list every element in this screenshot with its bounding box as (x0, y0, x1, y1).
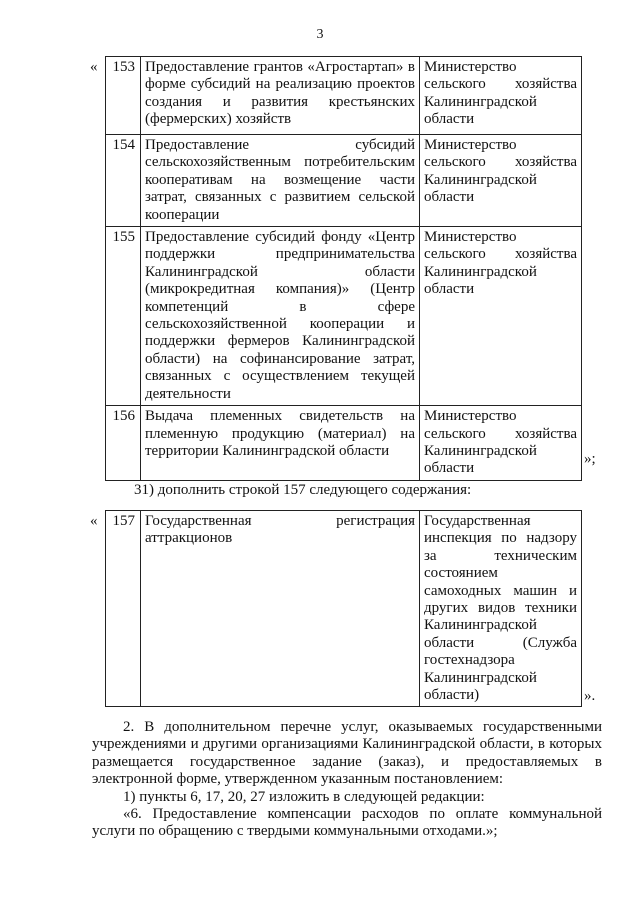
service-name: Предоставление грантов «Агростартап» в форме субсидий на реализацию проектов создания и развития крестьянских (фермерских) хозяйств (141, 57, 420, 135)
table1-open-quote: « (90, 59, 98, 75)
service-name: Государственная регистрация аттракционов (141, 511, 420, 707)
item-1-paragraph: 1) пункты 6, 17, 20, 27 изложить в следующей редакции: (123, 789, 485, 805)
table-row (106, 227, 582, 406)
service-name: Предоставление субсидий сельскохозяйственным потребительским кооперативам на возмещение части затрат, связанных с развитием сельской кооперации (141, 135, 420, 227)
table-row (106, 406, 582, 481)
service-name: Предоставление субсидий фонду «Центр поддержки предпринимательства Калининградской области (микрокредитная компания)» (Центр компетенций в сфере сельскохозяйственной кооперации и поддержки фермеров Калининградской области) на софинансирование затрат, связанных с осуществлением текущей деятельности (141, 227, 420, 406)
services-table-2 (105, 510, 582, 707)
responsible-body: Государственная инспекция по надзору за техническим состоянием самоходных машин и других видов техники Калининградской области (Служба гостехнадзора Калининградской области) (420, 511, 582, 707)
row-number: 157 (106, 511, 141, 707)
service-name: Выдача племенных свидетельств на племенную продукцию (материал) на территории Калининградской области (141, 406, 420, 481)
table-row (106, 511, 582, 707)
item-31: 31) дополнить строкой 157 следующего содержания: (134, 482, 472, 498)
item-6-paragraph: «6. Предоставление компенсации расходов по оплате коммунальной услуги по обращению с твердыми коммунальными отходами.»; (92, 806, 602, 840)
table2-open-quote: « (90, 513, 98, 529)
services-table-1 (105, 56, 582, 481)
table1-close-quote: »; (584, 451, 596, 467)
section-2-paragraph: 2. В дополнительном перечне услуг, оказываемых государственными учреждениями и другими организациями Калининградской области, в которых размещается государственное задание (заказ), и предоставляемых в электронной форме, утвержденном указанным постановлением: (92, 719, 602, 788)
table-row (106, 135, 582, 227)
row-number: 153 (106, 57, 141, 135)
responsible-body: Министерство сельского хозяйства Калининградской области (420, 57, 582, 135)
responsible-body: Министерство сельского хозяйства Калининградской области (420, 227, 582, 406)
row-number: 156 (106, 406, 141, 481)
table-row (106, 57, 582, 135)
responsible-body: Министерство сельского хозяйства Калининградской области (420, 135, 582, 227)
row-number: 154 (106, 135, 141, 227)
responsible-body: Министерство сельского хозяйства Калининградской области (420, 406, 582, 481)
page-number: 3 (316, 27, 324, 42)
row-number: 155 (106, 227, 141, 406)
table2-close-quote: ». (584, 688, 596, 704)
